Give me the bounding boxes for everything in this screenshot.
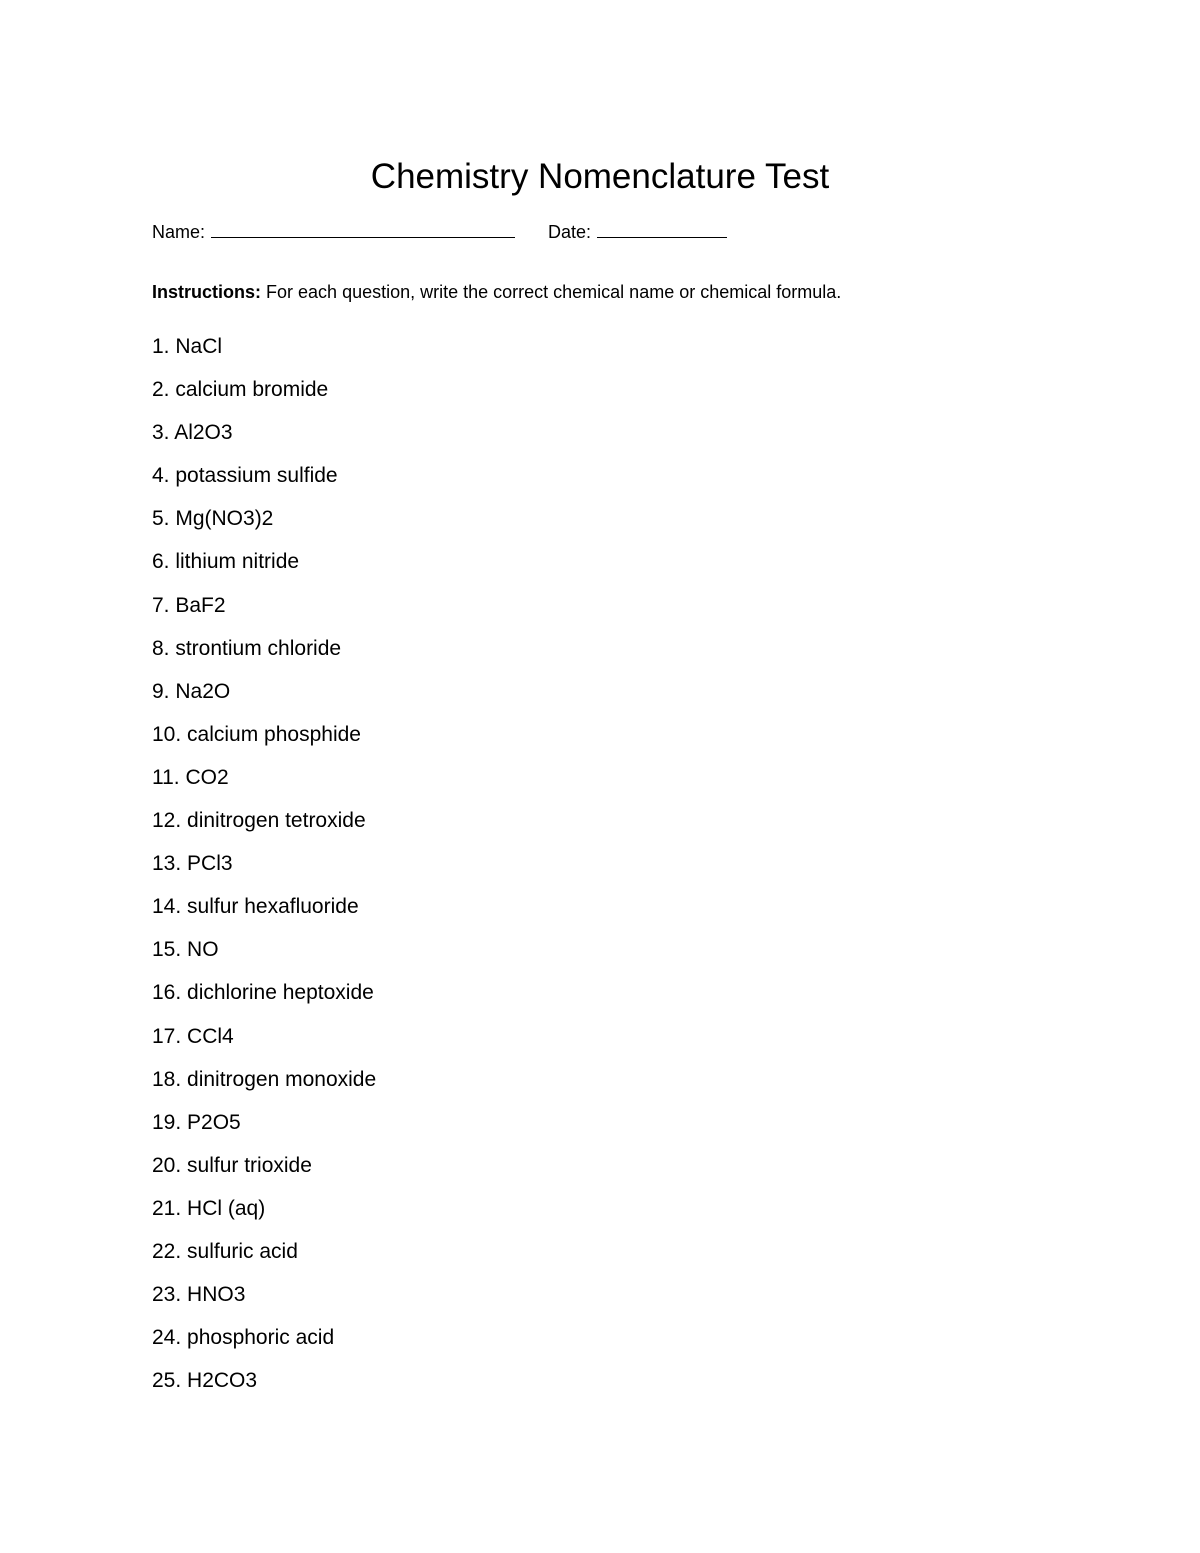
question-item: 16. dichlorine heptoxide <box>152 981 374 1005</box>
question-item: 12. dinitrogen tetroxide <box>152 809 366 833</box>
instructions-label: Instructions: <box>152 282 262 302</box>
question-item: 18. dinitrogen monoxide <box>152 1067 377 1091</box>
question-item: 10. calcium phosphide <box>152 722 361 746</box>
question-item: 11. CO2 <box>152 765 229 789</box>
question-item: 20. sulfur trioxide <box>152 1153 312 1177</box>
instructions <box>152 280 841 304</box>
question-item: 22. sulfuric acid <box>152 1239 298 1263</box>
question-item: 13. PCl3 <box>152 852 233 876</box>
name-label: Name: <box>152 222 206 242</box>
question-item: 1. NaCl <box>152 335 223 358</box>
question-item: 2. calcium bromide <box>152 378 329 402</box>
question-item: 21. HCl (aq) <box>152 1196 266 1220</box>
question-item: 17. CCl4 <box>152 1024 234 1048</box>
question-item: 25. H2CO3 <box>152 1369 258 1393</box>
date-label: Date: <box>548 222 592 242</box>
question-item: 6. lithium nitride <box>152 550 300 574</box>
question-item: 4. potassium sulfide <box>152 464 338 488</box>
header-fields <box>152 218 727 244</box>
question-item: 23. HNO3 <box>152 1283 246 1307</box>
question-item: 24. phosphoric acid <box>152 1326 335 1350</box>
question-item: 14. sulfur hexafluoride <box>152 895 359 919</box>
question-item: 15. NO <box>152 938 219 962</box>
instructions-text: For each question, write the correct chemical name or chemical formula. <box>266 282 842 302</box>
question-item: 8. strontium chloride <box>152 636 342 660</box>
question-item: 5. Mg(NO3)2 <box>152 507 274 531</box>
question-item: 19. P2O5 <box>152 1110 241 1134</box>
name-blank-line <box>211 218 515 238</box>
date-blank-line <box>597 218 727 238</box>
question-item: 7. BaF2 <box>152 593 226 617</box>
question-list <box>152 333 376 1410</box>
page-title: Chemistry Nomenclature Test <box>370 157 830 196</box>
question-item: 9. Na2O <box>152 679 231 703</box>
question-item: 3. Al2O3 <box>152 421 233 445</box>
